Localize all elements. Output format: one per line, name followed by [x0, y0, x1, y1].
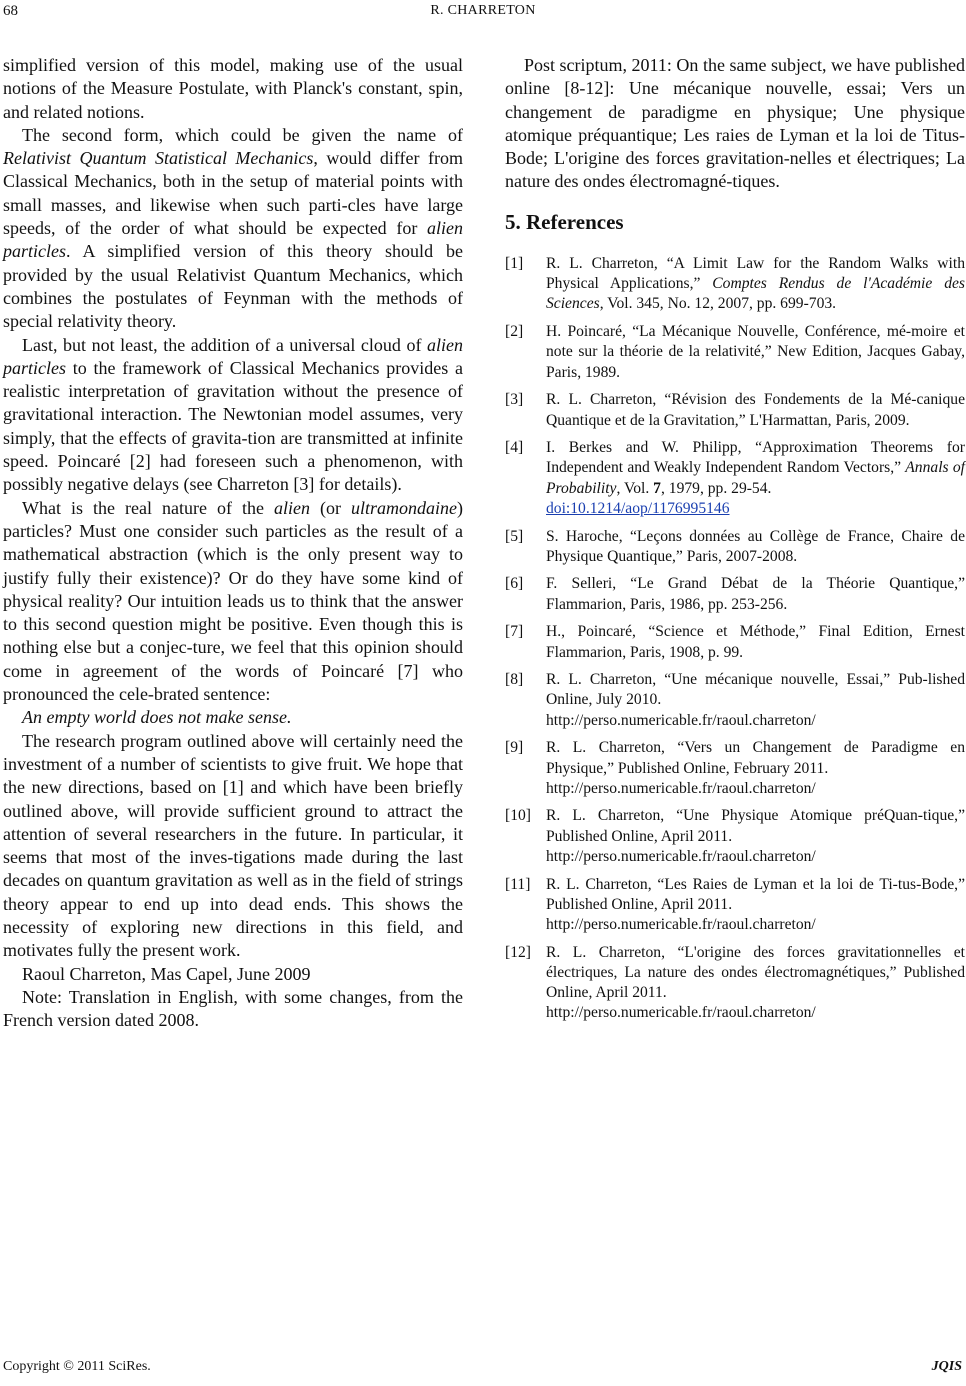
- reference-url[interactable]: http://perso.numericable.fr/raoul.charreton/: [546, 847, 816, 865]
- reference-url[interactable]: http://perso.numericable.fr/raoul.charreton/: [546, 711, 816, 729]
- reference-number: [8]: [505, 671, 524, 689]
- doi-link[interactable]: doi:10.1214/aop/1176995146: [546, 499, 730, 517]
- reference-text: [546, 670, 965, 731]
- text-run: R. L. Charreton, “Une Physique Atomique préQuan-tique,” Published Online, April 2011.: [546, 807, 965, 845]
- reference-number: [4]: [505, 439, 524, 457]
- reference-item: [505, 738, 965, 799]
- text-run: , Vol. 345, No. 12, 2007, pp. 699-703.: [599, 295, 837, 313]
- emphasis-term: alien particles: [3, 218, 463, 262]
- journal-name: Comptes Rendus de l'Académie des Sciences: [546, 275, 965, 313]
- reference-number: [7]: [505, 623, 524, 641]
- journal-abbreviation: JQIS: [931, 1359, 962, 1374]
- reference-item: [505, 254, 965, 315]
- paragraph-last-but-not-least: [3, 334, 463, 497]
- reference-url[interactable]: http://perso.numericable.fr/raoul.charreton/: [546, 1004, 816, 1022]
- text-run: , Vol.: [616, 479, 654, 497]
- left-column: [3, 54, 463, 1032]
- reference-item: [505, 574, 965, 614]
- reference-text: [546, 806, 965, 867]
- reference-url[interactable]: http://perso.numericable.fr/raoul.charreton/: [546, 915, 816, 933]
- reference-number: [9]: [505, 739, 524, 757]
- text-run: , 1979, pp. 29-54.: [660, 479, 772, 497]
- journal-name: Annals of Probability: [546, 459, 965, 497]
- page-header: [0, 0, 966, 26]
- reference-item: [505, 943, 965, 1024]
- right-column: [505, 54, 965, 1031]
- postscript-paragraph: Post scriptum, 2011: On the same subject, we have published online [8-12]: Une mécanique nouvelle, essai; Vers un changement de paradigme en physique; Une physique atomique préquantique; Les raies de Lyman et la loi de Titus-Bode; L'origine des forces gravitation-nelles et électriques; La nature des ondes électromagné-tiques.: [505, 55, 965, 192]
- reference-text: H. Poincaré, “La Mécanique Nouvelle, Conférence, mé-moire et note sur la théorie de la relativité,” New Edition, Jacques Gabay, Paris, 1989.: [546, 323, 965, 381]
- paragraph-continuation: simplified version of this model, making use of the usual notions of the Measure Postulate, with Planck's constant, spin, and related notions.: [3, 55, 463, 122]
- reference-list: [505, 254, 965, 1023]
- text-run: (or: [309, 497, 351, 518]
- text-run: Last, but not least, the addition of a universal cloud of: [22, 334, 427, 355]
- reference-item: [505, 622, 965, 662]
- emphasis-term: alien: [273, 497, 310, 518]
- reference-text: R. L. Charreton, “Révision des Fondements de la Mé-canique Quantique et de la Gravitation,” L'Harmattan, Paris, 2009.: [546, 391, 965, 429]
- reference-number: [1]: [505, 255, 524, 273]
- reference-number: [6]: [505, 575, 524, 593]
- emphasis-term: ultramondaine: [350, 497, 457, 518]
- reference-number: [12]: [505, 943, 531, 961]
- text-run: The second form, which could be given the name of: [22, 124, 463, 145]
- quote-text: An empty world does not make sense.: [22, 707, 292, 728]
- text-run: R. L. Charreton, “Vers un Changement de Paradigme en Physique,” Published Online, February 2011.: [546, 739, 965, 777]
- emphasis-term: Relativist Quantum Statistical Mechanics: [3, 148, 314, 169]
- text-run: . A simplified version of this theory should be provided by the usual Relativist Quantum Mechanics, which combines the postulates of Feynman with the methods of special relativity theory.: [3, 241, 463, 332]
- text-run: R. L. Charreton, “Les Raies de Lyman et la loi de Ti-tus-Bode,” Published Online, April 2011.: [546, 875, 965, 913]
- reference-url[interactable]: http://perso.numericable.fr/raoul.charreton/: [546, 779, 816, 797]
- text-run: R. L. Charreton, “L'origine des forces gravitationnelles et électriques, La nature des ondes électromagnétiques,” Published Online, April 2011.: [546, 943, 965, 1002]
- emphasis-term: alien particles: [3, 334, 463, 378]
- text-run: I. Berkes and W. Philipp, “Approximation Theorems for Independent and Weakly Independent Random Vectors,”: [546, 439, 965, 477]
- reference-number: [10]: [505, 807, 531, 825]
- reference-text: [546, 438, 965, 519]
- reference-item: [505, 670, 965, 731]
- reference-item: [505, 527, 965, 567]
- reference-number: [5]: [505, 527, 524, 545]
- reference-number: [3]: [505, 391, 524, 409]
- quote: [3, 706, 463, 729]
- reference-text: [546, 943, 965, 1024]
- reference-item: [505, 438, 965, 519]
- signature: Raoul Charreton, Mas Capel, June 2009: [22, 963, 311, 984]
- running-head: R. CHARRETON: [430, 3, 536, 18]
- reference-text: H., Poincaré, “Science et Méthode,” Final Edition, Ernest Flammarion, Paris, 1908, p. 99.: [546, 623, 965, 661]
- copyright-notice: Copyright © 2011 SciRes.: [3, 1359, 151, 1374]
- volume-number: 7: [653, 479, 661, 497]
- text-run: to the framework of Classical Mechanics provides a realistic interpretation of gravitation without the presence of gravitational interaction. The Newtonian model assumes, very simply, that the effects of gravita-tion are transmitted at infinite speed. Poincaré [2] had foreseen such a phenomenon, with possibly negative delays (see Charreton [3] for details).: [3, 357, 463, 495]
- reference-number: [2]: [505, 323, 524, 341]
- reference-item: [505, 875, 965, 936]
- text-run: ) particles? Must one consider such particles as the result of a mathematical abstraction (which is the only present way to justify fully their existence)? Or do they have some kind of physical reality? Our intuition leads us to think that the answer to this second question might be positive. Even though this is nothing else but a conjec-ture, we feel that this opinion should come in agreement of the words of Poincaré [7] who pronounced the cele-brated sentence:: [3, 497, 463, 705]
- reference-text: F. Selleri, “Le Grand Débat de la Théorie Quantique,” Flammarion, Paris, 1986, pp. 253-256.: [546, 575, 965, 613]
- paragraph-second-form: [3, 124, 463, 334]
- reference-text: S. Haroche, “Leçons données au Collège de France, Chaire de Physique Quantique,” Paris, 2007-2008.: [546, 527, 965, 565]
- reference-item: [505, 322, 965, 383]
- translation-note: Note: Translation in English, with some changes, from the French version dated 2008.: [3, 986, 463, 1031]
- reference-number: [11]: [505, 875, 531, 893]
- text-run: R. L. Charreton, “A Limit Law for the Random Walks with Physical Applications,”: [546, 255, 965, 293]
- page-number: 68: [3, 3, 18, 19]
- reference-text: [546, 738, 965, 799]
- paragraph-real-nature: [3, 497, 463, 707]
- reference-item: [505, 806, 965, 867]
- reference-item: [505, 390, 965, 430]
- text-run: , would differ from Classical Mechanics, both in the setup of material points with small masses, and likewise when such parti-cles have large speeds, of the order of what should be expected for: [3, 148, 463, 239]
- text-run: What is the real nature of the: [22, 497, 274, 518]
- section-title: 5. References: [505, 209, 624, 234]
- text-run: R. L. Charreton, “Une mécanique nouvelle, Essai,” Pub-lished Online, July 2010.: [546, 671, 965, 709]
- reference-text: [546, 875, 965, 936]
- reference-text: [546, 254, 965, 315]
- paragraph-research-program: The research program outlined above will certainly need the investment of a number of scientists to give fruit. We hope that the new directions, based on [1] and which have been briefly outlined above, will provide sufficient ground to attract the attention of several researchers in the future. In particular, it seems that most of the inves-tigations made during the last decades on quantum gravitation as well as in the field of strings theory appear to end up into dead ends. This shows the necessity of exploring new directions in this field, and motivates fully the present work.: [3, 730, 463, 961]
